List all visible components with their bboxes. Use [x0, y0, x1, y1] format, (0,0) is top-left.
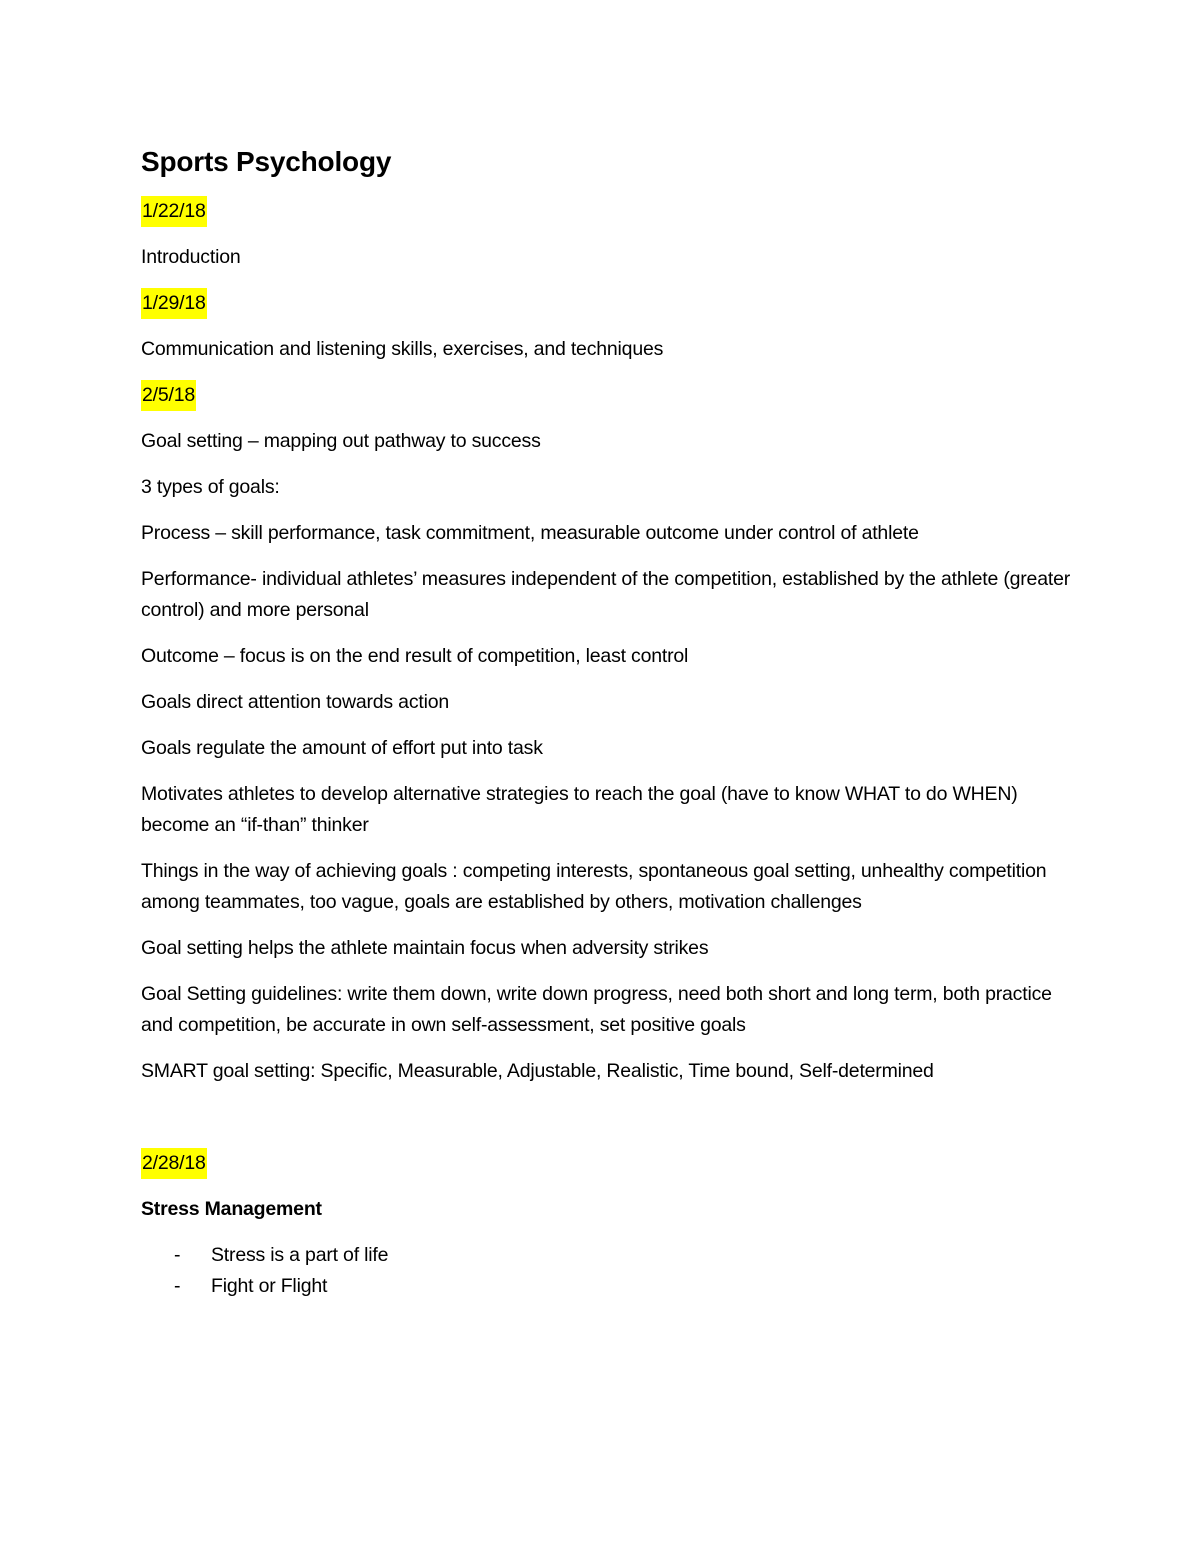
date-highlight: 2/28/18 [141, 1148, 207, 1179]
entry-line: Outcome – focus is on the end result of competition, least control [141, 645, 689, 667]
entry-line: Introduction [141, 246, 241, 268]
document-title: Sports Psychology [141, 146, 392, 177]
entry-line: Communication and listening skills, exercises, and techniques [141, 338, 664, 360]
entry-line: Motivates athletes to develop alternative strategies to reach the goal (have to know WHAT to do WHEN) become an “if-than” thinker [141, 783, 1018, 836]
entry-date [141, 1148, 1071, 1179]
date-highlight: 1/22/18 [141, 196, 207, 227]
entry-line: Goals direct attention towards action [141, 691, 450, 713]
dash-marker: - [174, 1275, 181, 1297]
entry-line: 3 types of goals: [141, 476, 280, 498]
entry-line: Goal Setting guidelines: write them down, write down progress, need both short and long term, both practice and competition, be accurate in own self-assessment, set positive goals [141, 983, 1052, 1036]
section-spacer [141, 1102, 1071, 1148]
list-item-text: Stress is a part of life [211, 1244, 389, 1266]
date-highlight: 2/5/18 [141, 380, 196, 411]
entry-line: Performance- individual athletes’ measures independent of the competition, established by the athlete (greater control) and more personal [141, 568, 1071, 621]
date-highlight: 1/29/18 [141, 288, 207, 319]
bullet-list [141, 1240, 1071, 1302]
entry-line: Process – skill performance, task commitment, measurable outcome under control of athlete [141, 522, 919, 544]
dash-marker: - [174, 1244, 181, 1266]
entry-date [141, 196, 1071, 227]
list-item [141, 1240, 1071, 1271]
entry-line: SMART goal setting: Specific, Measurable, Adjustable, Realistic, Time bound, Self-determined [141, 1060, 934, 1082]
entry-line: Things in the way of achieving goals : competing interests, spontaneous goal setting, unhealthy competition among teammates, too vague, goals are established by others, motivation challenges [141, 860, 1047, 913]
section-heading: Stress Management [141, 1198, 322, 1220]
entry-line: Goal setting helps the athlete maintain focus when adversity strikes [141, 937, 709, 959]
entry-line: Goal setting – mapping out pathway to success [141, 430, 541, 452]
entry-date [141, 288, 1071, 319]
entry-date [141, 380, 1071, 411]
entry-line: Goals regulate the amount of effort put into task [141, 737, 543, 759]
list-item [141, 1271, 1071, 1302]
list-item-text: Fight or Flight [211, 1275, 328, 1297]
document-body [141, 140, 1071, 1302]
